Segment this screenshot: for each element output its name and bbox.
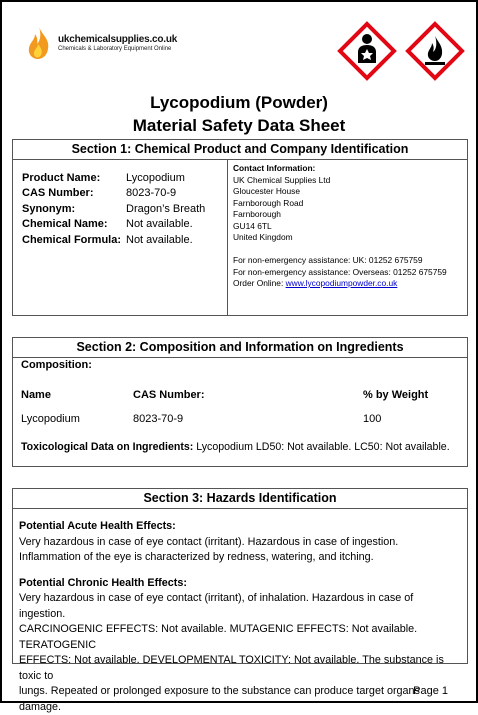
order-link[interactable]: www.lycopodiumpowder.co.uk bbox=[285, 278, 398, 288]
brand-name: ukchemicalsupplies.co.uk bbox=[58, 34, 178, 45]
acute-line: Very hazardous in case of eye contact (irritant). Hazardous in case of ingestion. bbox=[19, 535, 399, 548]
field-label: CAS Number: bbox=[22, 187, 94, 200]
column-header-cas: CAS Number: bbox=[133, 389, 205, 401]
acute-line: Inflammation of the eye is characterized by redness, watering, and itching. bbox=[19, 551, 374, 563]
contact-line: Gloucester House bbox=[233, 186, 301, 196]
field-label: Product Name: bbox=[22, 172, 101, 184]
flame-logo-icon bbox=[26, 26, 52, 60]
acute-heading: Potential Acute Health Effects: bbox=[19, 520, 176, 532]
section-1-heading: Section 1: Chemical Product and Company Identification bbox=[13, 140, 467, 160]
contact-line: GU14 6TL bbox=[233, 220, 272, 231]
order-label: Order Online: bbox=[233, 278, 286, 288]
field-value: Lycopodium bbox=[126, 172, 185, 184]
product-fields bbox=[22, 171, 205, 248]
contact-line: Farnborough bbox=[233, 209, 281, 219]
chronic-line: Very hazardous in case of eye contact (irritant), of inhalation. Hazardous in case of ingestion. bbox=[19, 592, 414, 620]
contact-line: United Kingdom bbox=[233, 232, 293, 242]
page-number: Page 1 bbox=[413, 685, 448, 697]
section-2-heading: Section 2: Composition and Information on Ingredients bbox=[13, 338, 467, 358]
composition-label: Composition: bbox=[21, 359, 92, 371]
toxicological-data bbox=[21, 441, 450, 453]
contact-line: Farnborough Road bbox=[233, 197, 304, 208]
assist-uk: For non-emergency assistance: UK: 01252 675759 bbox=[233, 255, 423, 265]
table-cell: 8023-70-9 bbox=[133, 413, 184, 425]
section-1 bbox=[12, 139, 468, 316]
column-header-name: Name bbox=[21, 389, 51, 401]
contact-info bbox=[233, 163, 447, 290]
brand-tagline: Chemicals & Laboratory Equipment Online bbox=[58, 46, 172, 52]
chronic-line: lungs. Repeated or prolonged exposure to the substance can produce target organs damage. bbox=[19, 685, 420, 713]
hazards-text bbox=[19, 519, 461, 715]
chronic-heading: Potential Chronic Health Effects: bbox=[19, 576, 187, 589]
assist-overseas: For non-emergency assistance: Overseas: 01252 675759 bbox=[233, 266, 447, 277]
section-3-heading: Section 3: Hazards Identification bbox=[13, 489, 467, 509]
field-label: Chemical Name: bbox=[22, 218, 108, 231]
field-row bbox=[22, 171, 205, 186]
field-row bbox=[22, 186, 205, 201]
column-divider bbox=[227, 160, 228, 315]
document-subtitle: Material Safety Data Sheet bbox=[132, 116, 346, 135]
section-2 bbox=[12, 337, 468, 467]
contact-heading: Contact Information: bbox=[233, 163, 316, 173]
table-cell: Lycopodium bbox=[21, 413, 80, 425]
field-value: Dragon’s Breath bbox=[126, 202, 206, 215]
field-row bbox=[22, 202, 205, 217]
field-label: Synonym: bbox=[22, 202, 76, 215]
field-label: Chemical Formula: bbox=[22, 233, 122, 246]
field-row bbox=[22, 233, 205, 248]
field-value: 8023-70-9 bbox=[126, 187, 177, 200]
chronic-line: CARCINOGENIC EFFECTS: Not available. MUTAGENIC EFFECTS: Not available. TERATOGENIC bbox=[19, 623, 418, 651]
chronic-line: EFFECTS: Not available. DEVELOPMENTAL TOXICITY: Not available. The substance is toxic to bbox=[19, 654, 444, 682]
company-logo bbox=[26, 26, 196, 60]
table-cell: 100 bbox=[363, 413, 382, 425]
order-online bbox=[233, 278, 447, 290]
tox-label: Toxicological Data on Ingredients: bbox=[21, 441, 194, 453]
field-value: Not available. bbox=[126, 233, 193, 246]
health-hazard-icon bbox=[338, 22, 396, 80]
flammable-icon bbox=[406, 22, 464, 80]
field-value: Not available. bbox=[126, 218, 193, 231]
tox-text: Lycopodium LD50: Not available. LC50: Not available. bbox=[193, 441, 450, 453]
document-title: Lycopodium (Powder) bbox=[150, 93, 328, 112]
field-row bbox=[22, 217, 205, 232]
contact-line: UK Chemical Supplies Ltd bbox=[233, 174, 331, 185]
column-header-weight: % by Weight bbox=[363, 389, 429, 401]
